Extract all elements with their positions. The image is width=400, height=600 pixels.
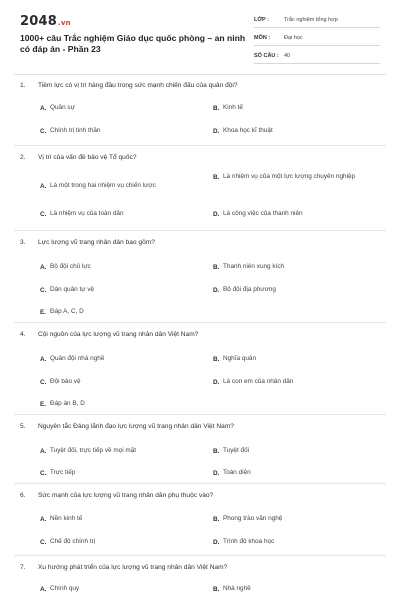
- answer-option[interactable]: E. Đáp A, C, D: [40, 308, 84, 316]
- answer-option[interactable]: D. Là công việc của thanh niên: [213, 210, 303, 218]
- document-title: 1000+ câu Trắc nghiệm Giáo dục quốc phòng – an ninh có đáp án - Phần 23: [20, 33, 246, 54]
- answer-option[interactable]: C. Đội bảo vệ: [40, 378, 81, 386]
- answer-option[interactable]: A. Tuyệt đối, trực tiếp về mọi mặt: [40, 447, 137, 455]
- answer-option[interactable]: A. Bộ đội chủ lực: [40, 263, 91, 271]
- meta-value: Đại học: [284, 35, 303, 41]
- question-text: 6. Sức mạnh của lực lượng vũ trang nhân dân phụ thuộc vào?: [20, 492, 214, 499]
- answer-option[interactable]: D. Toàn diện: [213, 469, 251, 477]
- header-divider: [14, 74, 386, 75]
- meta-key: SỐ CÂU :: [254, 53, 279, 59]
- question-6: [0, 484, 400, 556]
- question-1: [0, 76, 400, 146]
- question-list: [0, 76, 400, 596]
- answer-option[interactable]: A. Chính quy: [40, 585, 80, 593]
- document-header: [0, 0, 400, 70]
- question-text: 7. Xu hướng phát triển của lực lượng vũ trang nhân dân Việt Nam?: [20, 564, 228, 571]
- answer-option[interactable]: D. Là con em của nhân dân: [213, 378, 294, 386]
- logo-text: 2048: [20, 14, 57, 29]
- answer-option[interactable]: A. Là một trong hai nhiệm vụ chiến lược: [40, 182, 156, 190]
- answer-option[interactable]: A. Quân sự: [40, 104, 75, 112]
- question-5: [0, 415, 400, 484]
- answer-option[interactable]: B. Phong trào văn nghệ: [213, 515, 283, 523]
- meta-value: 40: [284, 53, 291, 59]
- answer-option[interactable]: C. Chính trị tinh thần: [40, 127, 101, 135]
- answer-option[interactable]: D. Trình độ khoa học: [213, 538, 275, 546]
- meta-panel: [254, 13, 380, 67]
- question-text: 5. Nguyên tắc Đảng lãnh đạo lực lượng vũ trang nhân dân Việt Nam?: [20, 423, 234, 430]
- question-4: [0, 323, 400, 415]
- answer-option[interactable]: C. Chế độ chính trị: [40, 538, 96, 546]
- logo-suffix: .vn: [57, 19, 71, 27]
- answer-option[interactable]: A. Nền kinh tế: [40, 515, 83, 523]
- answer-option[interactable]: A. Quân đội nhà nghề: [40, 355, 105, 363]
- answer-option[interactable]: B. Kinh tế: [213, 104, 243, 112]
- answer-option[interactable]: C. Dân quân tự vệ: [40, 286, 95, 294]
- question-2: [0, 146, 400, 231]
- answer-option[interactable]: E. Đáp án B, D: [40, 400, 85, 408]
- meta-key: LỚP :: [254, 17, 269, 23]
- answer-option[interactable]: C. Là nhiệm vụ của toàn dân: [40, 210, 124, 218]
- meta-row-count: [254, 49, 380, 64]
- answer-option[interactable]: B. Là nhiệm vụ của một lực lượng chuyên nghiệp: [213, 173, 356, 181]
- answer-option[interactable]: B. Tuyệt đối: [213, 447, 250, 455]
- meta-key: MÔN :: [254, 35, 271, 41]
- question-7: [0, 556, 400, 596]
- answer-option[interactable]: C. Trực tiếp: [40, 469, 76, 477]
- meta-row-class: [254, 13, 380, 28]
- meta-row-subject: [254, 31, 380, 46]
- answer-option[interactable]: B. Nghĩa quân: [213, 355, 257, 363]
- meta-value: Trắc nghiệm tổng hợp: [284, 17, 338, 23]
- answer-option[interactable]: D. Khoa học kĩ thuật: [213, 127, 273, 135]
- answer-option[interactable]: B. Thanh niên xung kích: [213, 263, 285, 271]
- question-text: 1. Tiềm lực có vị trí hàng đầu trong sức mạnh chiến đấu của quân đội?: [20, 82, 238, 89]
- question-text: 2. Vị trí của vấn đề bảo vệ Tổ quốc?: [20, 154, 137, 161]
- question-text: 4. Cội nguồn của lực lượng vũ trang nhân dân Việt Nam?: [20, 331, 199, 338]
- answer-option[interactable]: D. Bộ đội địa phương: [213, 286, 276, 294]
- site-logo[interactable]: [20, 14, 71, 29]
- question-text: 3. Lực lượng vũ trang nhân dân bao gồm?: [20, 239, 155, 246]
- answer-option[interactable]: B. Nhà nghề: [213, 585, 251, 593]
- question-3: [0, 231, 400, 323]
